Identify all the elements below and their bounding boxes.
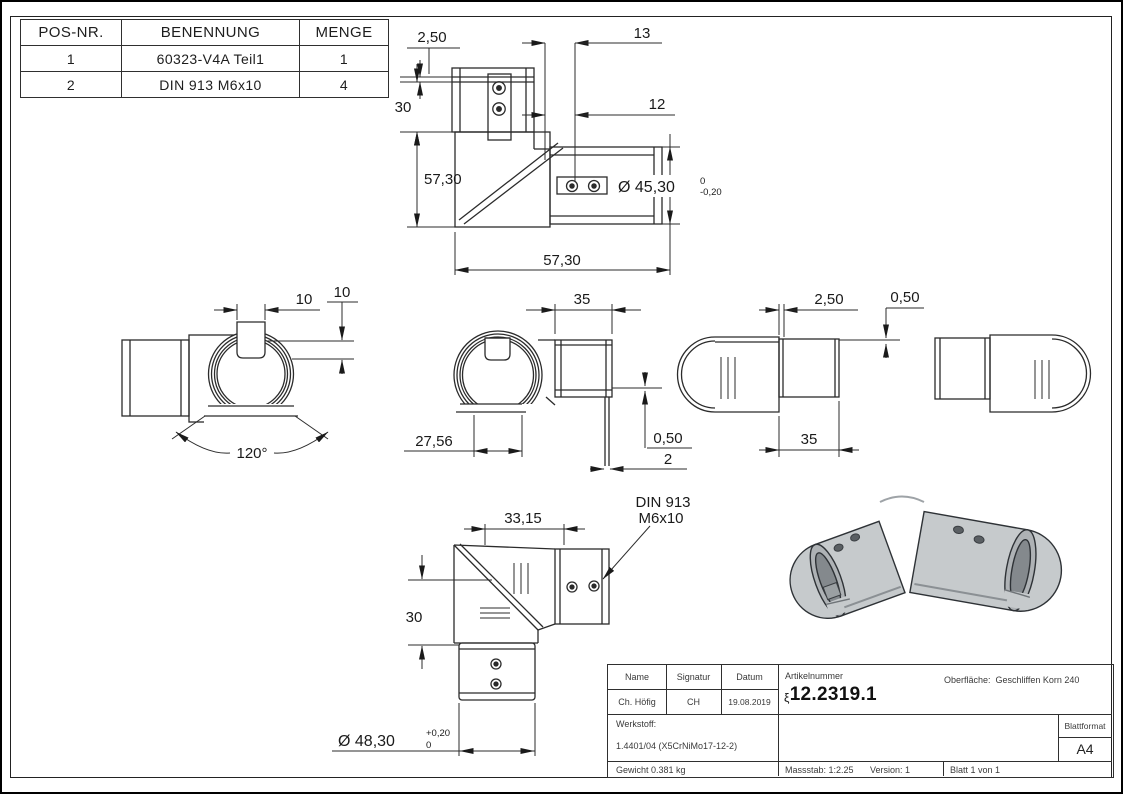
tb-gewicht: Gewicht 0.381 kg bbox=[616, 765, 686, 775]
dim-label: 35 bbox=[573, 291, 591, 308]
dim-tolerance: +0,20 bbox=[426, 728, 451, 739]
dim-label: Ø 45,30 bbox=[618, 179, 675, 196]
tb-datum-value: 19.08.2019 bbox=[728, 697, 771, 707]
tb-artikelnummer-number: 12.2319.1 bbox=[789, 684, 877, 705]
tb-werkstoff-label: Werkstoff: bbox=[616, 719, 657, 729]
tb-blattformat-label: Blattformat bbox=[1064, 721, 1106, 731]
dim-label: 10 bbox=[295, 291, 313, 308]
tb-signatur-label: Signatur bbox=[676, 672, 711, 682]
tb-name-label: Name bbox=[624, 672, 649, 682]
dim-label: 57,30 bbox=[424, 171, 462, 188]
dim-label: 33,15 bbox=[504, 510, 542, 527]
tb-blatt: Blatt 1 von 1 bbox=[950, 765, 1001, 775]
tb-name-value: Ch. Höfig bbox=[618, 697, 656, 707]
iso-view bbox=[779, 497, 1068, 629]
callout-label: M6x10 bbox=[638, 510, 684, 527]
tb-blattformat-value: A4 bbox=[1076, 741, 1094, 757]
bom-name: 60323-V4A Teil1 bbox=[122, 46, 300, 72]
callout-label: DIN 913 bbox=[635, 494, 691, 511]
dim-label: Ø 48,30 bbox=[338, 733, 395, 750]
dim-tolerance: -0,20 bbox=[700, 187, 722, 198]
tb-version: Version: 1 bbox=[870, 765, 911, 775]
bom-name: DIN 913 M6x10 bbox=[122, 72, 300, 98]
bom-pos: 2 bbox=[21, 72, 122, 98]
tb-artikelnummer-value bbox=[784, 684, 877, 706]
dim-label: 35 bbox=[800, 431, 818, 448]
side-view-left-dimensions bbox=[759, 304, 924, 457]
dim-tolerance: 0 bbox=[426, 740, 432, 751]
dim-label: 30 bbox=[405, 609, 423, 626]
tb-oberflaeche-value: Geschliffen Korn 240 bbox=[995, 675, 1080, 685]
tb-massstab: Massstab: 1:2.25 bbox=[785, 765, 854, 775]
end-view-middle bbox=[452, 331, 612, 466]
bom-qty: 4 bbox=[300, 72, 389, 98]
dim-label: 10 bbox=[333, 284, 351, 301]
bom-header-pos: POS-NR. bbox=[21, 20, 122, 46]
tb-werkstoff-value: 1.4401/04 (X5CrNiMo17-12-2) bbox=[616, 741, 738, 751]
dim-tolerance: 0 bbox=[700, 176, 706, 187]
dim-label: 27,56 bbox=[415, 433, 453, 450]
bom-header-qty: MENGE bbox=[300, 20, 389, 46]
title-block bbox=[607, 664, 1114, 778]
tb-datum-label: Datum bbox=[736, 672, 763, 682]
dim-label: 120° bbox=[236, 445, 268, 462]
dim-label: 0,50 bbox=[653, 430, 683, 447]
tb-signatur-value: CH bbox=[687, 697, 700, 707]
dim-label: 13 bbox=[633, 25, 651, 42]
top-view bbox=[452, 68, 662, 227]
side-view-right bbox=[935, 335, 1091, 412]
dim-label: 57,30 bbox=[543, 252, 581, 269]
side-view-left bbox=[678, 337, 839, 412]
tb-oberflaeche-label: Oberfläche: bbox=[944, 675, 991, 685]
tb-oberflaeche bbox=[944, 675, 1079, 685]
dim-label: 2,50 bbox=[814, 291, 844, 308]
dim-label: 12 bbox=[648, 96, 666, 113]
dim-label: 2 bbox=[663, 451, 673, 468]
front-view bbox=[454, 544, 609, 700]
bom-pos: 1 bbox=[21, 46, 122, 72]
tb-artikelnummer-prefix: ξ bbox=[784, 691, 790, 705]
dim-label: 30 bbox=[394, 99, 412, 116]
dim-label: 0,50 bbox=[890, 289, 920, 306]
bom-qty: 1 bbox=[300, 46, 389, 72]
bom-header-name: BENENNUNG bbox=[122, 20, 300, 46]
end-view-left bbox=[122, 322, 298, 432]
dim-label: 2,50 bbox=[417, 29, 447, 46]
tb-artikelnummer-label: Artikelnummer bbox=[785, 671, 844, 681]
